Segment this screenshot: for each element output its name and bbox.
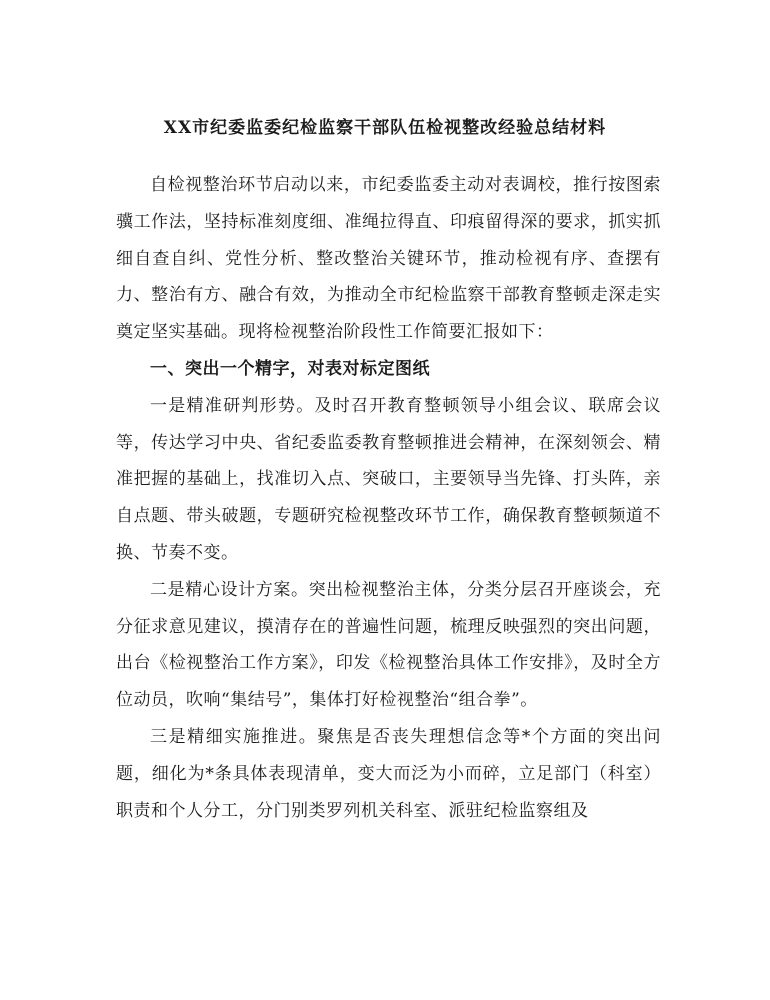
paragraph-2: 二是精心设计方案。突出检视整治主体，分类分层召开座谈会，充分征求意见建议，摸清存在的普遍性问题，梳理反映强烈的突出问题，出台《检视整治工作方案》，印发《检视整治具体工作安排》，及时全方位动员，吹响“集结号”，集体打好检视整治“组合拳”。 xyxy=(116,579,661,711)
document-title: XX市纪委监委纪检监察干部队伍检视整改经验总结材料 xyxy=(163,118,607,138)
paragraph-1: 一是精准研判形势。及时召开教育整顿领导小组会议、联席会议等，传达学习中央、省纪委监委教育整顿推进会精神，在深刻领会、精准把握的基础上，找准切入点、突破口，主要领导当先锋、打头阵，亲自点题、带头破题，专题研究检视整改环节工作，确保教育整顿频道不换、节奏不变。 xyxy=(116,395,661,563)
document-body xyxy=(116,167,661,829)
intro-paragraph: 自检视整治环节启动以来，市纪委监委主动对表调校，推行按图索骥工作法，坚持标准刻度细、准绳拉得直、印痕留得深的要求，抓实抓细自查自纠、党性分析、整改整治关键环节，推动检视有序、查摆有力、整治有方、融合有效，为推动全市纪检监察干部教育整顿走深走实奠定坚实基础。现将检视整治阶段性工作简要汇报如下： xyxy=(116,175,661,343)
section-heading: 一、突出一个精字，对表对标定图纸 xyxy=(150,358,430,379)
paragraph-3: 三是精细实施推进。聚焦是否丧失理想信念等*个方面的突出问题，细化为*条具体表现清单，变大而泛为小而碎，立足部门（科室）职责和个人分工，分门别类罗列机关科室、派驻纪检监察组及 xyxy=(116,726,661,821)
